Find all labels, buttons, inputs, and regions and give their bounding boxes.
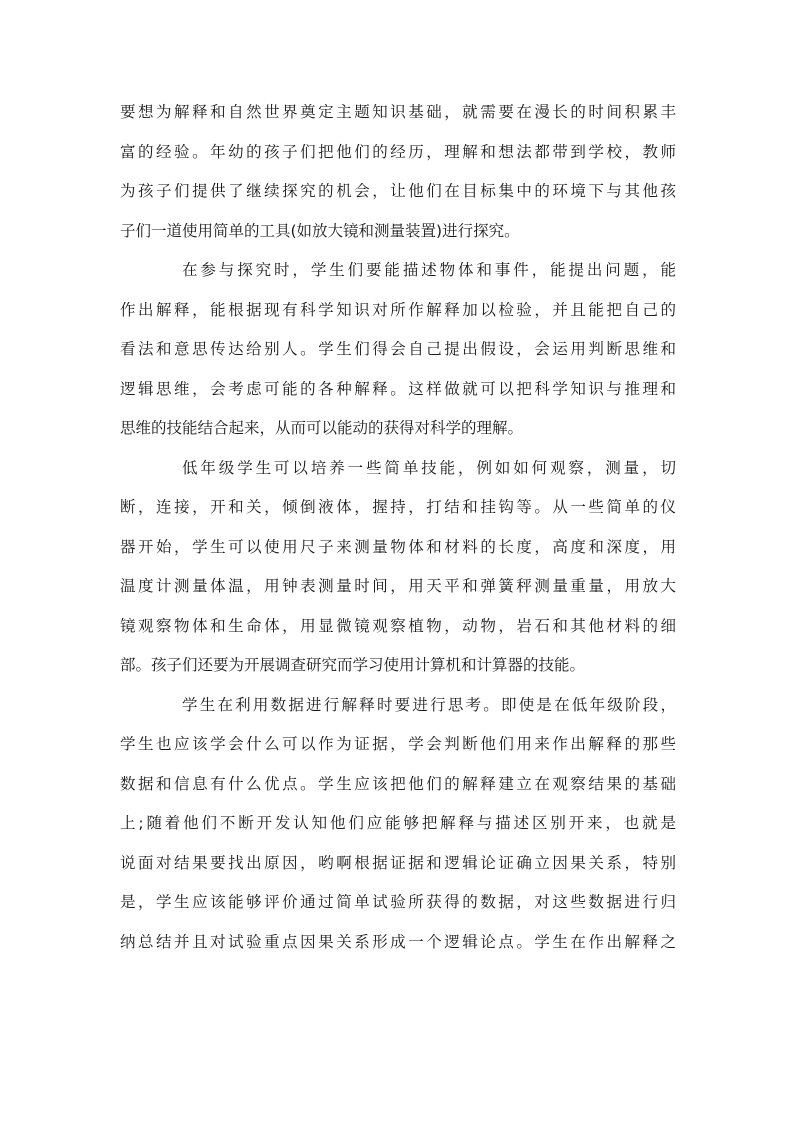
text-line: 要想为解释和自然世界奠定主题知识基础，就需要在漫长的时间积累丰 [120,103,676,121]
text-line: 为孩子们提供了继续探究的机会，让他们在目标集中的环境下与其他孩 [120,182,676,200]
text-line: 温度计测量体温，用钟表测量时间，用天平和弹簧秤测量重量，用放大 [120,577,676,595]
body-text [120,93,676,962]
text-line: 是，学生应该能够评价通过简单试验所获得的数据，对这些数据进行归 [120,893,676,911]
text-line: 镜观察物体和生命体，用显微镜观察植物，动物，岩石和其他材料的细 [120,616,676,635]
text-line: 数据和信息有什么优点。学生应该把他们的解释建立在观察结果的基础 [120,774,676,793]
text-line: 纳总结并且对试验重点因果关系形成一个逻辑论点。学生在作出解释之 [120,932,676,951]
text-line: 作出解释，能根据现有科学知识对所作解释加以检验，并且能把自己的 [120,300,676,319]
text-line: 看法和意思传达给别人。学生们得会自己提出假设，会运用判断思维和 [120,340,676,358]
text-line: 说面对结果要找出原因，哟啊根据证据和逻辑论证确立因果关系，特别 [120,853,676,872]
text-line: 上;随着他们不断开发认知他们应能够把解释与描述区别开来，也就是 [120,814,676,832]
text-line: 器开始，学生可以使用尺子来测量物体和材料的长度，高度和深度，用 [120,537,676,556]
text-line: 学生在利用数据进行解释时要进行思考。即使是在低年级阶段， [182,695,676,714]
text-line: 部。孩子们还要为开展调查研究而学习使用计算机和计算器的技能。 [120,656,586,674]
text-line: 富的经验。年幼的孩子们把他们的经历，理解和想法都带到学校，教师 [120,142,676,161]
text-line: 低年级学生可以培养一些简单技能，例如如何观察，测量，切 [182,458,676,477]
text-line: 思维的技能结合起来，从而可以能动的获得对科学的理解。 [120,419,524,437]
text-line: 在参与探究时，学生们要能描述物体和事件，能提出问题，能 [182,261,676,279]
text-line: 逻辑思维，会考虑可能的各种解释。这样做就可以把科学知识与推理和 [120,379,676,398]
text-line: 子们一道使用简单的工具(如放大镜和测量装置)进行探究。 [120,221,520,240]
text-line: 学生也应该学会什么可以作为证据，学会判断他们用来作出解释的那些 [120,735,676,753]
text-line: 断，连接，开和关，倾倒液体，握持，打结和挂钩等。从一些简单的仪 [120,498,676,516]
